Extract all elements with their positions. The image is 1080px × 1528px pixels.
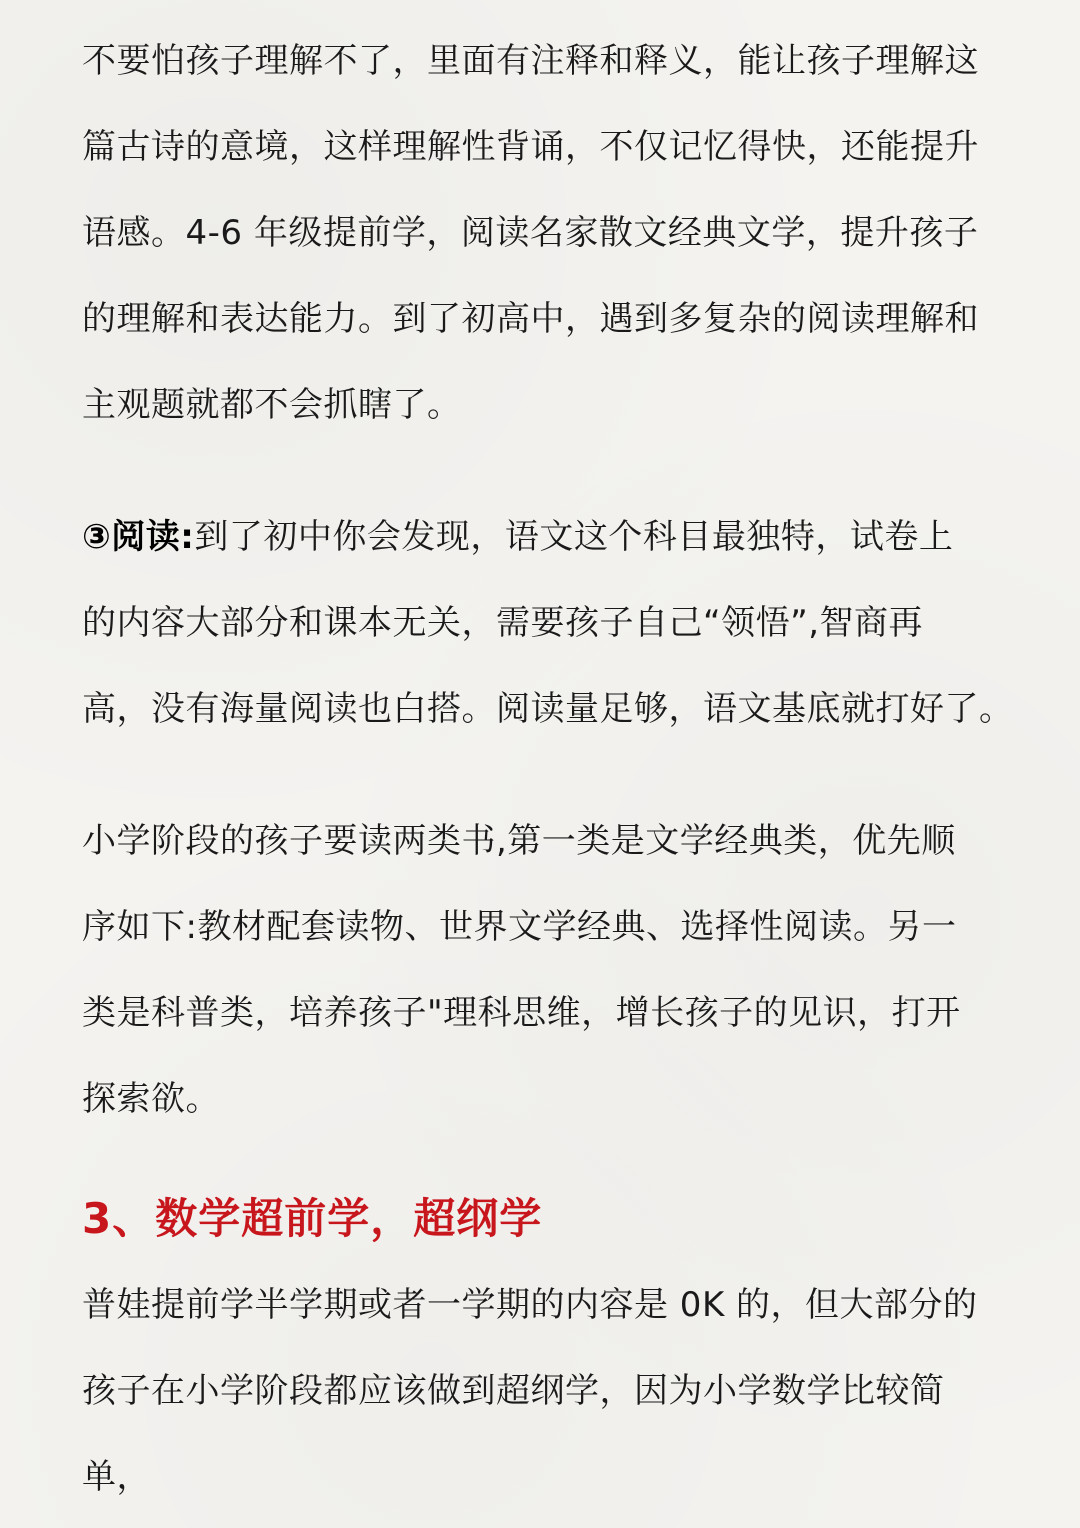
text-line: 语感。4-6 年级提前学，阅读名家散文经典文学，提升孩子 <box>82 213 979 253</box>
text-line: 不要怕孩子理解不了，里面有注释和释义，能让孩子理解这 <box>82 41 979 81</box>
reading-lead-label: ③阅读: <box>82 517 195 557</box>
paragraph-spacer <box>82 448 1014 494</box>
paragraph-book-types <box>82 798 1014 1142</box>
paragraph-spacer <box>82 752 1014 798</box>
text-line: 孩子在小学阶段都应该做到超纲学，因为小学数学比较简 <box>82 1371 945 1411</box>
text-line <box>82 494 1014 580</box>
text-line: 主观题就都不会抓瞎了。 <box>82 385 462 425</box>
text-line: 探索欲。 <box>82 1079 220 1119</box>
text-line-rest: 到了初中你会发现，语文这个科目最独特，试卷上 <box>194 517 954 557</box>
text-line: 单， <box>82 1457 151 1497</box>
paragraph-poetry-understanding <box>82 18 1014 448</box>
text-line: 小学阶段的孩子要读两类书,第一类是文学经典类，优先顺 <box>82 821 956 861</box>
text-line: 序如下:教材配套读物、世界文学经典、选择性阅读。另一 <box>82 907 957 947</box>
text-line: 篇古诗的意境，这样理解性背诵，不仅记忆得快，还能提升 <box>82 127 979 167</box>
paragraph-math <box>82 1262 1014 1520</box>
text-line: 高，没有海量阅读也白搭。阅读量足够，语文基底就打好了。 <box>82 689 1014 729</box>
text-line: 的理解和表达能力。到了初高中，遇到多复杂的阅读理解和 <box>82 299 979 339</box>
section-heading: 3、数学超前学，超纲学 <box>82 1194 543 1243</box>
text-line: 的内容大部分和课本无关，需要孩子自己“领悟”,智商再 <box>82 603 924 643</box>
paragraph-reading <box>82 494 1014 752</box>
text-line: 普娃提前学半学期或者一学期的内容是 0K 的，但大部分的 <box>82 1285 978 1325</box>
paragraph-spacer <box>82 1142 1014 1176</box>
text-line: 类是科普类，培养孩子"理科思维，增长孩子的见识，打开 <box>82 993 961 1033</box>
article-body <box>82 18 1014 1520</box>
